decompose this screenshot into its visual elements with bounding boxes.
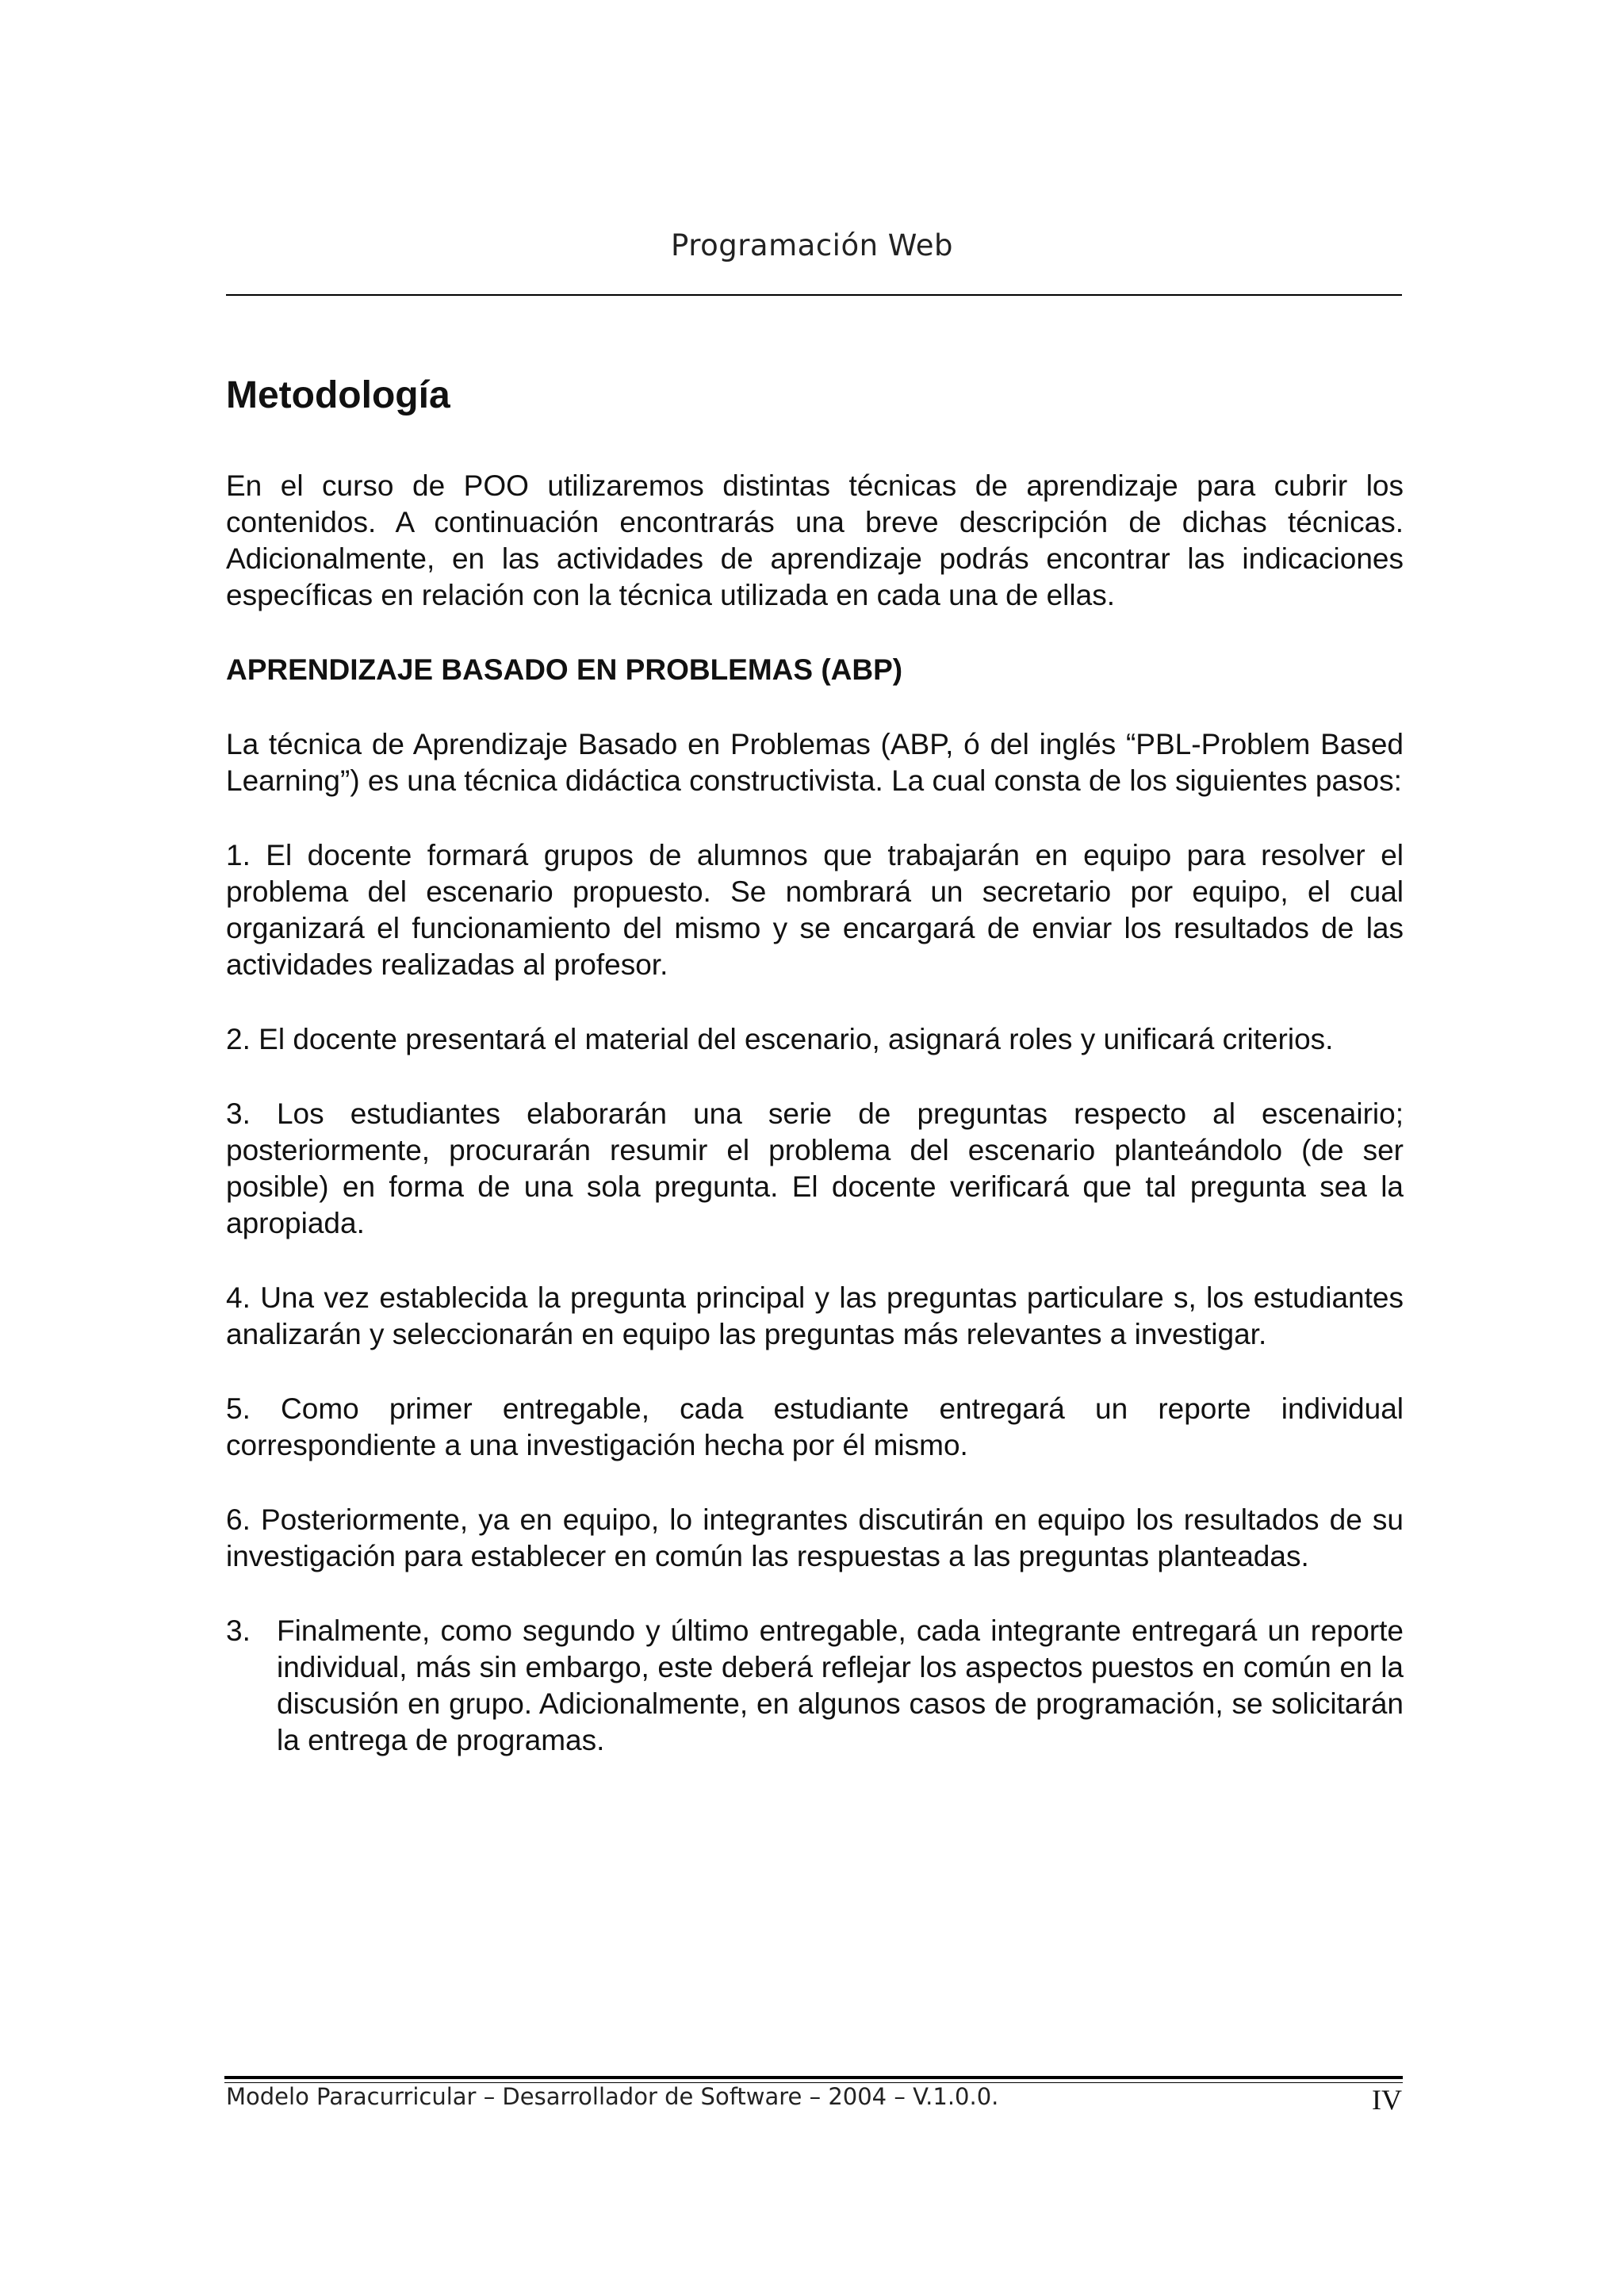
final-step-item bbox=[226, 1613, 1404, 1759]
section-intro-paragraph: La técnica de Aprendizaje Basado en Problemas (ABP, ó del inglés “PBL-Problem Based Learning”) es una técnica didáctica constructivista. La cual consta de los siguientes pasos: bbox=[226, 727, 1404, 797]
section-heading: APRENDIZAJE BASADO EN PROBLEMAS (ABP) bbox=[226, 653, 903, 686]
footer-text: Modelo Paracurricular – Desarrollador de Software – 2004 – V.1.0.0. bbox=[226, 2083, 999, 2110]
page-number: IV bbox=[1372, 2084, 1402, 2116]
footer-divider-thick bbox=[224, 2076, 1403, 2079]
intro-paragraph: En el curso de POO utilizaremos distintas técnicas de aprendizaje para cubrir los contenidos. A continuación encontrarás una breve descripción de dichas técnicas. Adicionalmente, en las actividades de aprendizaje podrás encontrar las indicaciones específicas en relación con la técnica utilizada en cada una de ellas. bbox=[226, 469, 1404, 611]
final-step-number: 3. bbox=[226, 1614, 251, 1647]
running-header: Programación Web bbox=[671, 228, 953, 262]
step-item: 1. El docente formará grupos de alumnos que trabajarán en equipo para resolver el problema del escenario propuesto. Se nombrará un secretario por equipo, el cual organizará el funcionamiento del mismo y se encargará de enviar los resultados de las actividades realizadas al profesor. bbox=[226, 838, 1404, 981]
step-item: 5. Como primer entregable, cada estudiante entregará un reporte individual correspondiente a una investigación hecha por él mismo. bbox=[226, 1392, 1404, 1461]
final-step-text: Finalmente, como segundo y último entregable, cada integrante entregará un reporte individual, más sin embargo, este deberá reflejar los aspectos puestos en común en la discusión en grupo. Adicionalmente, en algunos casos de programación, se solicitarán la entrega de programas. bbox=[277, 1614, 1404, 1756]
header-divider bbox=[226, 294, 1402, 296]
step-item: 4. Una vez establecida la pregunta principal y las preguntas particulare s, los estudiantes analizarán y seleccionarán en equipo las preguntas más relevantes a investigar. bbox=[226, 1281, 1404, 1350]
step-item: 6. Posteriormente, ya en equipo, lo integrantes discutirán en equipo los resultados de su investigación para establecer en común las respuestas a las preguntas planteadas. bbox=[226, 1503, 1404, 1572]
step-item: 2. El docente presentará el material del escenario, asignará roles y unificará criterios. bbox=[226, 1022, 1334, 1055]
page-title: Metodología bbox=[226, 374, 450, 416]
step-item: 3. Los estudiantes elaborarán una serie de preguntas respecto al escenairio; posteriormente, procurarán resumir el problema del escenario planteándolo (de ser posible) en forma de una sola pregunta. El docente verificará que tal pregunta sea la apropiada. bbox=[226, 1097, 1404, 1239]
main-content bbox=[226, 373, 1404, 1759]
